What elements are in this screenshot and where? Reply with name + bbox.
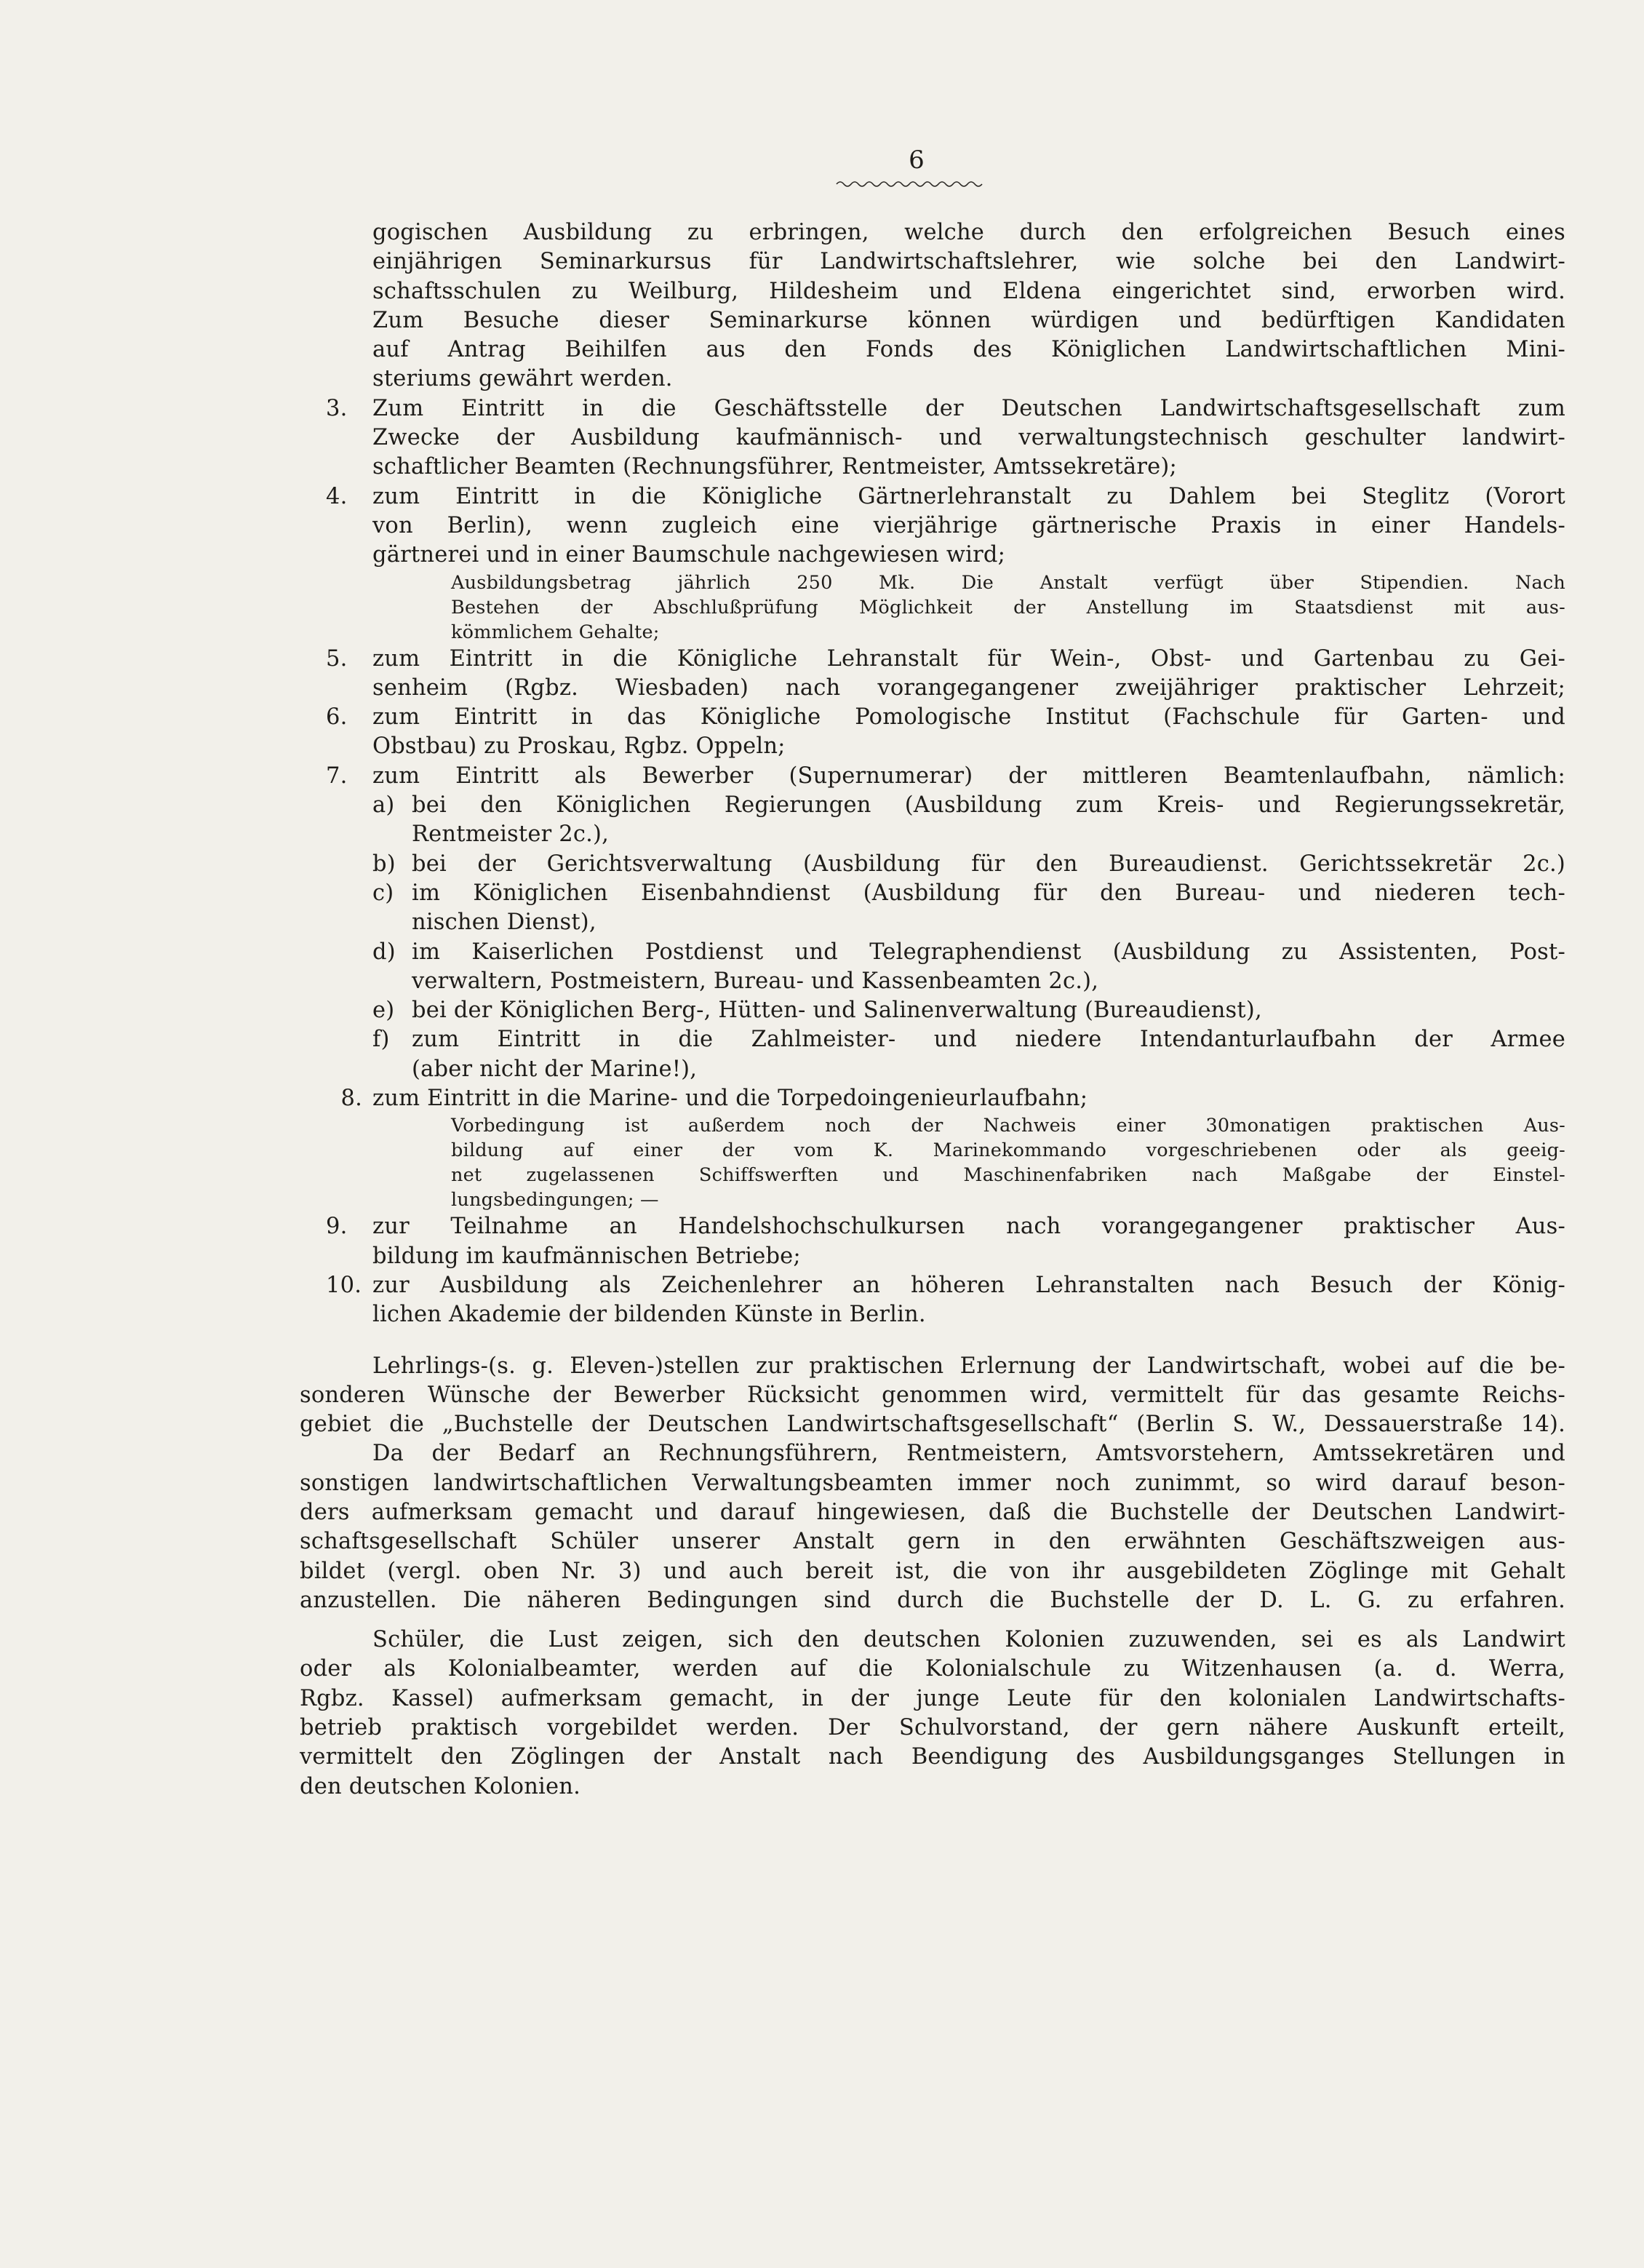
sub-item-b [372, 850, 1565, 879]
sublist [372, 791, 1565, 1084]
text-line: lichen Akademie der bildenden Künste in Berlin. [372, 1302, 926, 1328]
text-line: bildet (vergl. oben Nr. 3) und auch bereit ist, die von ihr ausgebildeten Zöglinge mit Gehalt [300, 1558, 1565, 1584]
paragraph-kolonialschule [300, 1626, 1565, 1802]
text-line: bei der Gerichtsverwaltung (Ausbildung für den Bureaudienst. Gerichtssekretär 2c.) [412, 851, 1565, 877]
text-line: zum Eintritt in das Königliche Pomologische Institut (Fachschule für Garten- und [372, 704, 1565, 731]
sub-letter: d) [372, 939, 396, 965]
text-line: zum Eintritt in die Königliche Lehranstalt für Wein-, Obst- und Gartenbau zu Gei- [372, 645, 1565, 672]
text-line: (aber nicht der Marine!), [412, 1056, 698, 1082]
list-number: 6. [326, 704, 348, 731]
text-line: oder als Kolonialbeamter, werden auf die Kolonialschule zu Witzenhausen (a. d. Werra, [300, 1656, 1565, 1682]
text-line: im Königlichen Eisenbahndienst (Ausbildung für den Bureau- und niederen tech- [412, 880, 1565, 906]
list-number: 8. [340, 1086, 362, 1112]
note-line: lungsbedingungen; — [451, 1189, 659, 1211]
page-number: 6 [909, 146, 925, 175]
note-line: Bestehen der Abschlußprüfung Möglichkeit der Anstellung im Staatsdienst mit aus- [451, 596, 1565, 618]
note-line: Vorbedingung ist außerdem noch der Nachweis einer 30monatigen praktischen Aus- [451, 1115, 1565, 1137]
list-item-4 [326, 482, 1565, 512]
sub-letter: b) [372, 851, 396, 877]
text-line: anzustellen. Die näheren Bedingungen sind durch die Buchstelle der D. L. G. zu erfahren. [300, 1587, 1565, 1613]
text-line: einjährigen Seminarkursus für Landwirtschaftslehrer, wie solche bei den Landwirt- [372, 249, 1565, 275]
text-line: Rgbz. Kassel) aufmerksam gemacht, in der junge Leute für den kolonialen Landwirtschafts- [300, 1685, 1565, 1711]
list-number: 9. [326, 1214, 348, 1240]
text-line: im Kaiserlichen Postdienst und Telegraphendienst (Ausbildung zu Assistenten, Post- [412, 939, 1565, 965]
list-number: 5. [326, 645, 348, 672]
sub-letter: e) [372, 998, 395, 1024]
note-line: kömmlichem Gehalte; [451, 621, 660, 643]
text-line: zum Eintritt in die Königliche Gärtnerlehranstalt zu Dahlem bei Steglitz (Vorort [372, 483, 1565, 509]
text-line: Zum Eintritt in die Geschäftsstelle der Deutschen Landwirtschaftsgesellschaft zum [372, 395, 1565, 421]
text-line: schaftlicher Beamten (Rechnungsführer, Rentmeister, Amtssekretäre); [372, 454, 1177, 480]
text-line: den deutschen Kolonien. [300, 1773, 580, 1799]
text-line [300, 1439, 1565, 1468]
text-line: betrieb praktisch vorgebildet werden. Der Schulvorstand, der gern nähere Auskunft erteilt, [300, 1715, 1565, 1741]
list-item-10 [326, 1271, 1565, 1300]
text-line: bei den Königlichen Regierungen (Ausbildung zum Kreis- und Regierungssekretär, [412, 792, 1565, 819]
text-line: Obstbau) zu Proskau, Rgbz. Oppeln; [372, 733, 786, 760]
text-line: zur Ausbildung als Zeichenlehrer an höheren Lehranstalten nach Besuch der König- [372, 1272, 1565, 1298]
text-line: sonstigen landwirtschaftlichen Verwaltungsbeamten immer noch zunimmt, so wird darauf beson- [300, 1470, 1565, 1496]
text-line: senheim (Rgbz. Wiesbaden) nach vorangegangener zweijähriger praktischer Lehrzeit; [372, 675, 1565, 701]
text-line: Zum Besuche dieser Seminarkurse können würdigen und bedürftigen Kandidaten [372, 307, 1565, 333]
list-item-8 [340, 1084, 1565, 1113]
list-number: 4. [326, 483, 348, 509]
sub-item-c [372, 879, 1565, 908]
paragraph-lehrlingsstellen [300, 1352, 1565, 1616]
list-item-3 [326, 394, 1565, 423]
text-line: nischen Dienst), [412, 910, 596, 936]
text-line: auf Antrag Beihilfen aus den Fonds des Königlichen Landwirtschaftlichen Mini- [372, 337, 1565, 363]
text-line: schaftsgesellschaft Schüler unserer Anstalt gern in den erwähnten Geschäftszweigen aus- [300, 1529, 1565, 1555]
spacer [372, 1615, 1565, 1626]
spacer [372, 1330, 1565, 1352]
text-line [300, 1626, 1565, 1655]
note-line: net zugelassenen Schiffswerften und Maschinenfabriken nach Maßgabe der Einstel- [451, 1164, 1565, 1187]
text-line: Rentmeister 2c.), [412, 821, 610, 848]
text-line: verwaltern, Postmeistern, Bureau- und Kassenbeamten 2c.), [412, 968, 1099, 994]
list-number: 7. [326, 763, 348, 789]
text-line: bildung im kaufmännischen Betriebe; [372, 1243, 801, 1269]
ornament-rule [837, 179, 982, 189]
text-line: sonderen Wünsche der Bewerber Rücksicht genommen wird, vermittelt für das gesamte Reichs- [300, 1382, 1565, 1408]
text-line: zum Eintritt in die Marine- und die Torpedoingenieurlaufbahn; [372, 1086, 1088, 1112]
text-line-content: Lehrlings-(s. g. Eleven-)stellen zur praktischen Erlernung der Landwirtschaft, wobei auf die be- [372, 1353, 1565, 1379]
sub-item-f [372, 1025, 1565, 1054]
sub-item-d [372, 938, 1565, 967]
list-item-6 [326, 703, 1565, 732]
note-line: Ausbildungsbetrag jährlich 250 Mk. Die Anstalt verfügt über Stipendien. Nach [451, 571, 1565, 594]
sub-letter: c) [372, 880, 394, 906]
list-item-7 [326, 762, 1565, 791]
text-line: zum Eintritt als Bewerber (Supernumerar) der mittleren Beamtenlaufbahn, nämlich: [372, 763, 1565, 789]
text-line: gogischen Ausbildung zu erbringen, welche durch den erfolgreichen Besuch eines [372, 220, 1565, 245]
list-number: 3. [326, 395, 348, 421]
text-line: gärtnerei und in einer Baumschule nachgewiesen wird; [372, 542, 1006, 568]
text-line: bei der Königlichen Berg-, Hütten- und Salinenverwaltung (Bureaudienst), [412, 998, 1262, 1024]
text-line: ders aufmerksam gemacht und darauf hingewiesen, daß die Buchstelle der Deutschen Landwirt- [300, 1499, 1565, 1525]
text-line: vermittelt den Zöglingen der Anstalt nach Beendigung des Ausbildungsganges Stellungen in [300, 1744, 1565, 1770]
text-line-content: Schüler, die Lust zeigen, sich den deutschen Kolonien zuzuwenden, sei es als Landwirt [372, 1627, 1565, 1653]
text-line: gebiet die „Buchstelle der Deutschen Landwirtschaftsgesellschaft“ (Berlin S. W., Dessauerstraße 14). [300, 1412, 1565, 1438]
body-text [300, 218, 1565, 1802]
text-line [300, 1352, 1565, 1381]
text-line: steriums gewährt werden. [372, 366, 673, 392]
text-line: zum Eintritt in die Zahlmeister- und niedere Intendanturlaufbahn der Armee [412, 1027, 1565, 1053]
note-block [372, 570, 1565, 645]
note-block [372, 1113, 1565, 1212]
note-line: bildung auf einer der vom K. Marinekommando vorgeschriebenen oder als geeig- [451, 1139, 1565, 1162]
sub-item-a [372, 791, 1565, 820]
list-item-5 [326, 645, 1565, 674]
text-line: von Berlin), wenn zugleich eine vierjährige gärtnerische Praxis in einer Handels- [372, 512, 1565, 538]
sub-letter: a) [372, 792, 395, 819]
list-item-9 [326, 1212, 1565, 1241]
text-line: zur Teilnahme an Handelshochschulkursen nach vorangegangener praktischer Aus- [372, 1214, 1565, 1240]
text-line: Zwecke der Ausbildung kaufmännisch- und verwaltungstechnisch geschulter landwirt- [372, 425, 1565, 451]
sub-letter: f) [372, 1027, 390, 1053]
sub-item-e [372, 996, 1565, 1025]
text-line: schaftsschulen zu Weilburg, Hildesheim und Eldena eingerichtet sind, erworben wird. [372, 278, 1565, 304]
text-line-content: Da der Bedarf an Rechnungsführern, Rentmeistern, Amtsvorstehern, Amtssekretären und [372, 1441, 1565, 1467]
list-number: 10. [326, 1272, 362, 1298]
